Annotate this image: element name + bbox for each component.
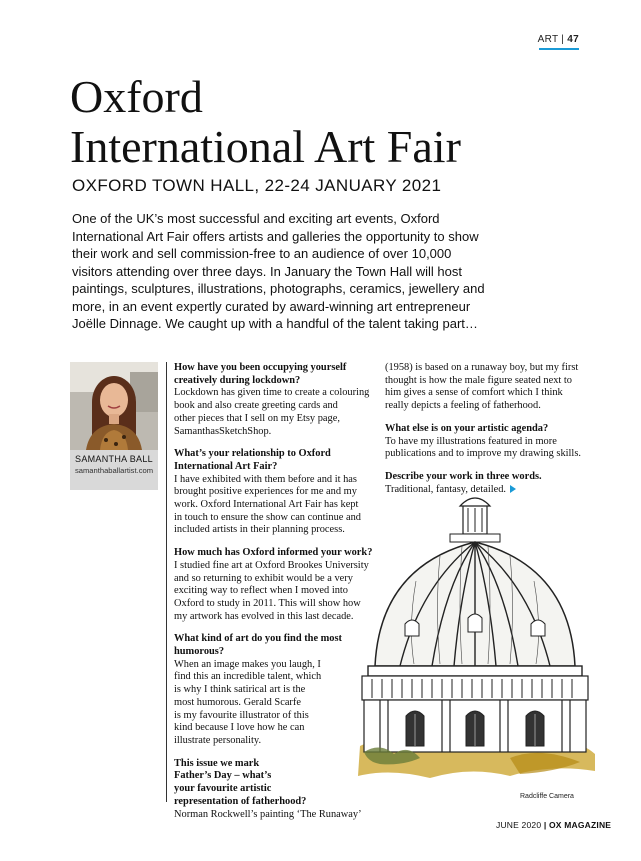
answer — [174, 474, 374, 538]
answer-line: Lockdown has given time to create a colouring — [174, 387, 370, 399]
intro-line: International Art Fair offers artists and galleries the opportunity to show — [72, 228, 479, 244]
intro-line: Joëlle Dinnage. We caught up with a handful of the talent taking part… — [72, 316, 478, 331]
answer-line: book and also create greeting cards and — [174, 400, 338, 412]
answer — [174, 387, 374, 438]
answer-line: publications and to improve my drawing skills. — [385, 448, 581, 460]
question — [385, 471, 595, 484]
answer-line: (1958) is based on a runaway boy, but my first — [385, 362, 579, 373]
question-line: What else is on your artistic agenda? — [385, 422, 549, 434]
answer — [385, 484, 595, 497]
article-title — [70, 72, 590, 172]
question-line: Father’s Day – what’s — [174, 770, 272, 782]
end-of-article-arrow-icon — [510, 485, 516, 493]
question-line: What’s your relationship to Oxford — [174, 448, 331, 460]
artist-website: samanthaballartist.com — [74, 466, 154, 475]
answer-text: Traditional, fantasy, detailed. — [385, 483, 507, 495]
question-line: How have you been occupying yourself — [174, 362, 347, 373]
answer-line: included artists in their planning process. — [174, 524, 345, 536]
answer-line: find this an incredible talent, which — [174, 671, 322, 683]
intro-line: One of the UK’s most successful and exciting art events, Oxford — [72, 211, 440, 226]
answer-line: I have exhibited with them before and it has — [174, 473, 357, 485]
artist-portrait-icon — [70, 362, 158, 450]
answer-line: in touch to ensure the show can continue and — [174, 511, 361, 523]
question — [174, 448, 374, 473]
column-divider — [166, 362, 167, 802]
title-line-2: International Art Fair — [70, 121, 461, 172]
answer — [174, 659, 374, 748]
answer-line: most humorous. Gerald Scarfe — [174, 696, 301, 708]
question — [174, 758, 374, 809]
answer-line: kind because I love how he can — [174, 722, 305, 734]
answer-line: is my favourite illustrator of this — [174, 709, 309, 721]
article-subtitle: OXFORD TOWN HALL, 22-24 JANUARY 2021 — [72, 176, 442, 195]
magazine-name: OX MAGAZINE — [548, 820, 612, 830]
intro-line: visitors attending over three days. In January the Town Hall will host — [72, 263, 462, 279]
question-line: How much has Oxford informed your work? — [174, 547, 373, 559]
answer-line: him gives a sense of comfort which I think — [385, 387, 563, 399]
question — [174, 362, 374, 387]
question-line: What kind of art do you find the most — [174, 633, 343, 645]
question-line: creatively during lockdown? — [174, 374, 301, 386]
answer-line: is why I think satirical art is the — [174, 684, 306, 696]
artist-caption — [70, 450, 158, 490]
answer-line: really depicts a feeling of fatherhood. — [385, 400, 541, 412]
question — [174, 633, 374, 658]
interview-column-1 — [174, 362, 374, 821]
interview-column-2 — [385, 362, 595, 496]
question-line: representation of fatherhood? — [174, 795, 307, 807]
section-accent-rule — [539, 48, 579, 50]
article-intro — [72, 210, 572, 333]
question-line: This issue we mark — [174, 757, 260, 769]
question — [174, 547, 374, 560]
answer-line — [385, 484, 595, 497]
answer-line: Oxford to study in 2011. This will show how — [174, 597, 361, 609]
intro-line: more, in an event expertly curated by award-winning art entrepreneur — [72, 298, 471, 314]
section-name: ART — [537, 34, 559, 45]
page-footer: JUNE 2020 | OX MAGAZINE — [496, 820, 612, 830]
issue-date: JUNE 2020 — [496, 820, 542, 830]
answer-continuation — [385, 362, 595, 413]
radcliffe-camera-illustration — [350, 496, 600, 788]
answer-line: To have my illustrations featured in more — [385, 435, 557, 447]
answer-line: work. Oxford International Art Fair has kept — [174, 499, 359, 511]
section-label: ART | 47 — [537, 34, 579, 45]
intro-line: their work and sell commission-free to an audience of over 10,000 — [72, 246, 452, 261]
answer — [174, 809, 374, 822]
answer-line: other pieces that I sell on my Etsy page, — [174, 412, 340, 424]
answer-line: I studied fine art at Oxford Brookes University — [174, 559, 369, 571]
answer-line: thought is how the male figure seated next to — [385, 374, 572, 386]
answer-line: brought positive experiences for me and my — [174, 486, 357, 498]
answer-line: Norman Rockwell’s painting ‘The Runaway’ — [174, 808, 362, 820]
answer-line: illustrate personality. — [174, 734, 262, 746]
artist-photo — [70, 362, 158, 450]
answer-line: and so returning to exhibit would be a very — [174, 572, 353, 584]
illustration-caption: Radcliffe Camera — [520, 793, 574, 800]
answer-line: When an image makes you laugh, I — [174, 658, 321, 670]
question-line: your favourite artistic — [174, 783, 272, 795]
answer-line: SamanthasSketchShop. — [174, 425, 272, 437]
page-number: 47 — [567, 34, 579, 45]
answer-line: my artwork has evolved in this last decade. — [174, 610, 354, 622]
answer — [385, 436, 595, 461]
title-line-1: Oxford — [70, 71, 203, 122]
question-line: Describe your work in three words. — [385, 470, 542, 482]
answer-line: exciting way to reflect when I moved into — [174, 585, 348, 597]
intro-line: paintings, sculptures, illustrations, photographs, ceramics, jewellery and — [72, 281, 485, 296]
artist-name: SAMANTHA BALL — [75, 454, 153, 464]
question-line: humorous? — [174, 646, 225, 658]
question-line: International Art Fair? — [174, 460, 278, 472]
question — [385, 423, 595, 436]
answer — [174, 560, 374, 624]
